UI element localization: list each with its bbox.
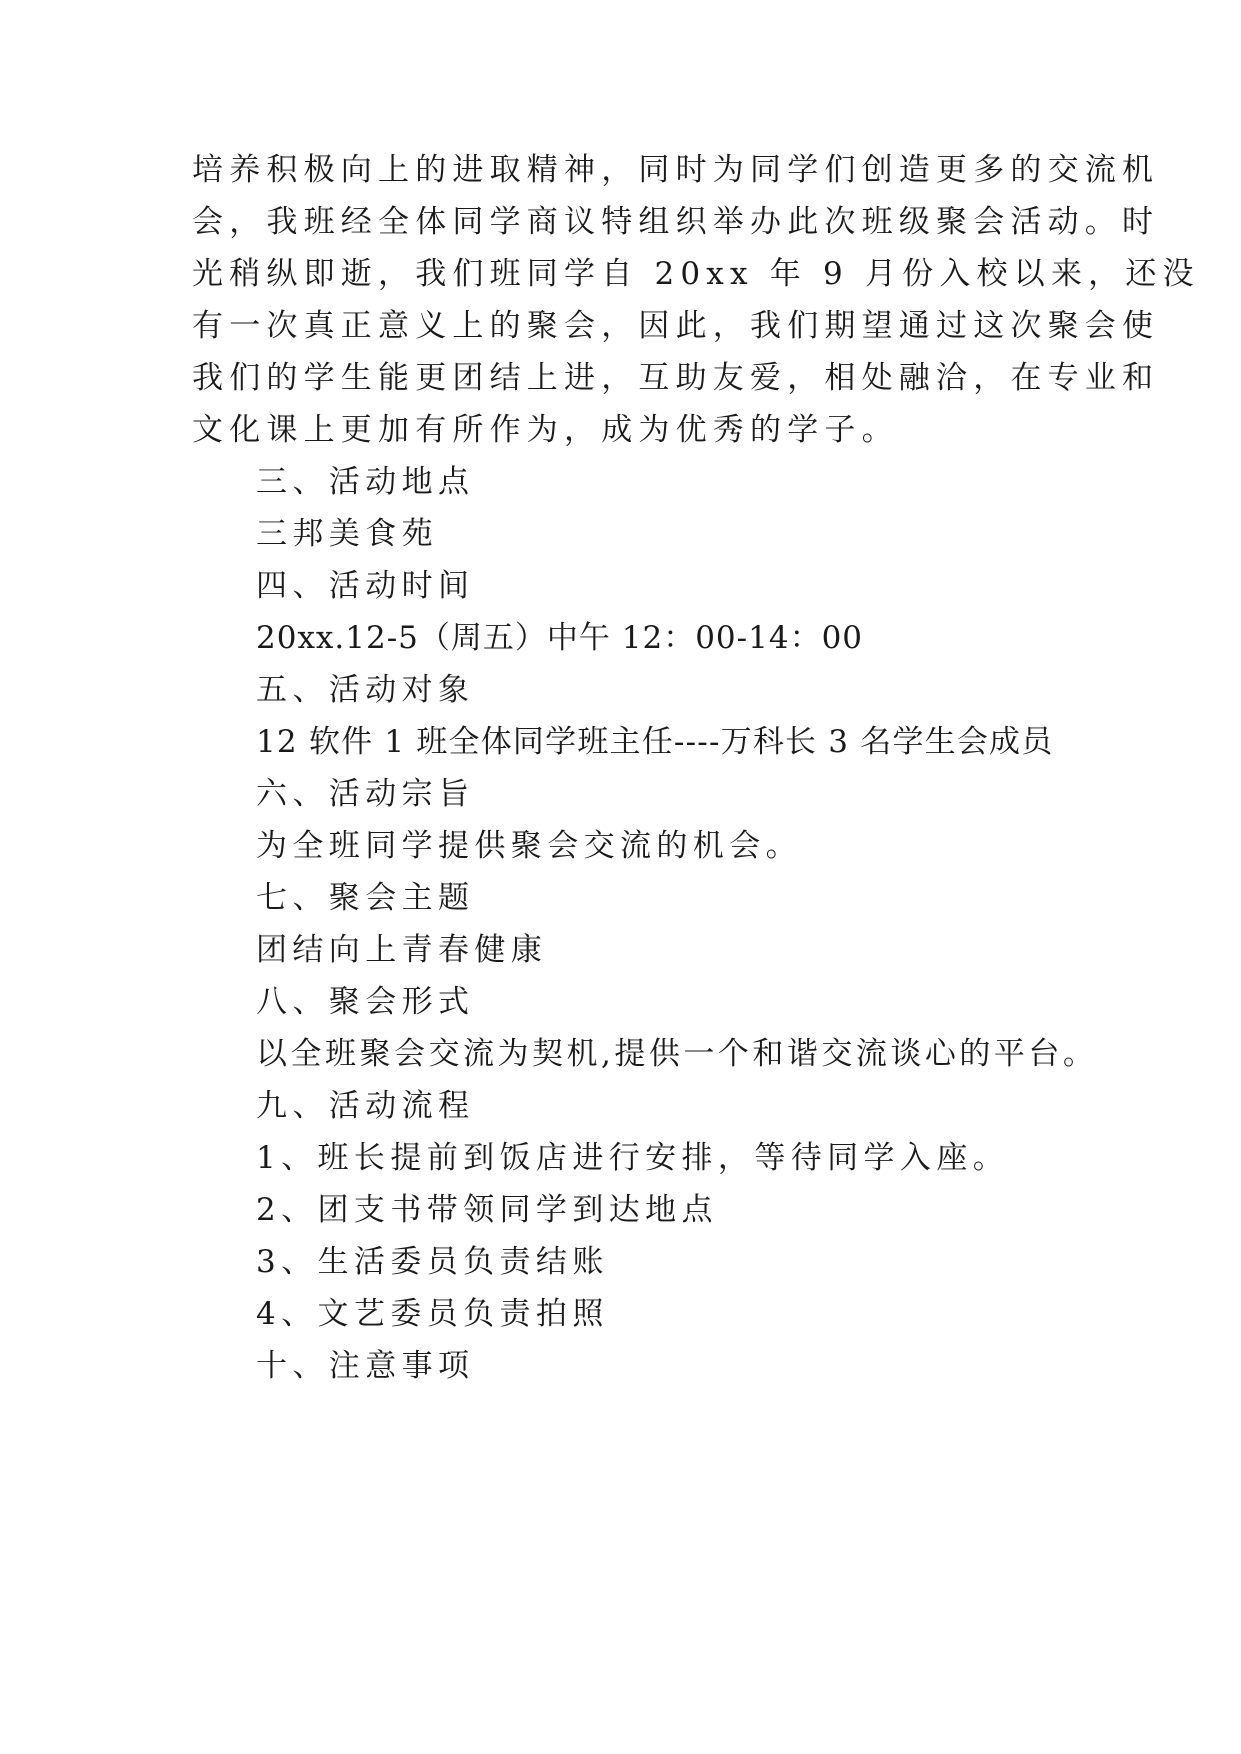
section-heading-process: 九、活动流程	[256, 1088, 475, 1124]
section-content-time: 20xx.12-5（周五）中午 12：00-14：00	[256, 620, 864, 656]
process-step: 4、文艺委员负责拍照	[256, 1296, 609, 1332]
section-heading-participants: 五、活动对象	[256, 672, 475, 708]
paragraph-line: 会，我班经全体同学商议特组织举办此次班级聚会活动。时	[192, 204, 1160, 240]
section-heading-format: 八、聚会形式	[256, 984, 475, 1020]
paragraph-line: 文化课上更加有所作为，成为优秀的学子。	[192, 412, 899, 448]
paragraph-line: 光稍纵即逝，我们班同学自 20xx 年 9 月份入校以来，还没	[192, 256, 1200, 292]
paragraph-line: 培养积极向上的进取精神，同时为同学们创造更多的交流机	[192, 152, 1160, 188]
process-step: 1、班长提前到饭店进行安排，等待同学入座。	[256, 1140, 1010, 1176]
section-content-location: 三邦美食苑	[256, 516, 438, 552]
section-content-theme: 团结向上青春健康	[256, 932, 548, 968]
process-step: 2、团支书带领同学到达地点	[256, 1192, 718, 1228]
paragraph-line: 有一次真正意义上的聚会，因此，我们期望通过这次聚会使	[192, 308, 1160, 344]
section-heading-location: 三、活动地点	[256, 464, 475, 500]
section-heading-theme: 七、聚会主题	[256, 880, 475, 916]
section-heading-time: 四、活动时间	[256, 568, 475, 604]
section-content-purpose: 为全班同学提供聚会交流的机会。	[256, 828, 802, 864]
process-step: 3、生活委员负责结账	[256, 1244, 609, 1280]
paragraph-line: 我们的学生能更团结上进，互助友爱，相处融洽，在专业和	[192, 360, 1160, 396]
section-content-format: 以全班聚会交流为契机,提供一个和谐交流谈心的平台。	[256, 1036, 1098, 1072]
section-heading-purpose: 六、活动宗旨	[256, 776, 475, 812]
section-heading-notes: 十、注意事项	[256, 1348, 475, 1384]
section-content-participants: 12 软件 1 班全体同学班主任----万科长 3 名学生会成员	[256, 724, 1054, 760]
